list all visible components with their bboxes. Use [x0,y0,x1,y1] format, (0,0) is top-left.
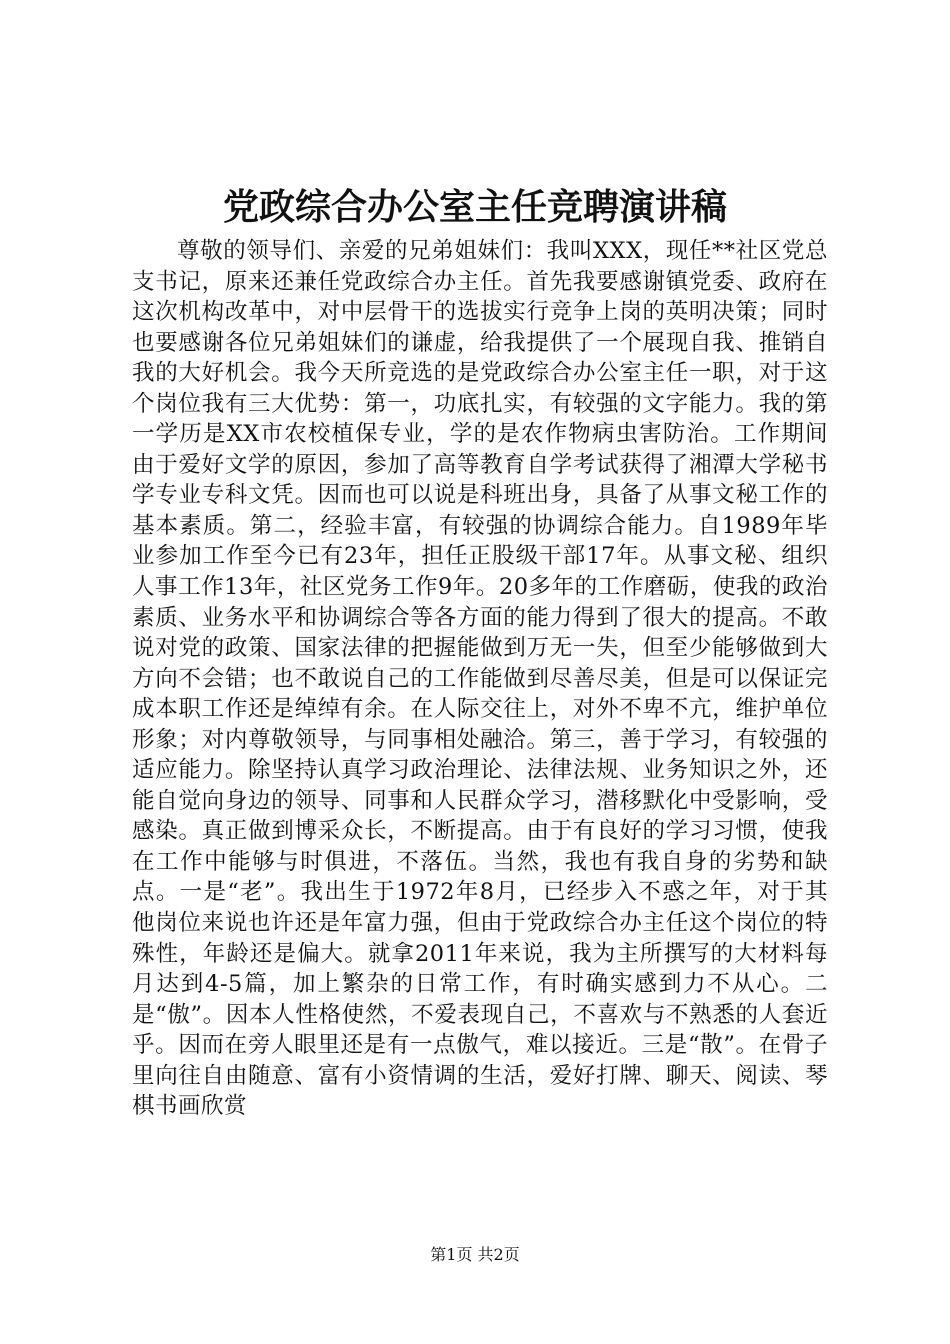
document-body: 尊敬的领导们、亲爱的兄弟姐妹们：我叫XXX，现任**社区党总支书记，原来还兼任党政综合办主任。首先我要感谢镇党委、政府在这次机构改革中，对中层骨干的选拔实行竞争上岗的英明决策；同时也要感谢各位兄弟姐妹们的谦虚，给我提供了一个展现自我、推销自我的大好机会。我今天所竞选的是党政综合办公室主任一职，对于这个岗位我有三大优势：第一，功底扎实，有较强的文字能力。我的第一学历是XX市农校植保专业，学的是农作物病虫害防治。工作期间由于爱好文学的原因，参加了高等教育自学考试获得了湘潭大学秘书学专业专科文凭。因而也可以说是科班出身，具备了从事文秘工作的基本素质。第二，经验丰富，有较强的协调综合能力。自1989年毕业参加工作至今已有23年，担任正股级干部17年。从事文秘、组织人事工作13年，社区党务工作9年。20多年的工作磨砺，使我的政治素质、业务水平和协调综合等各方面的能力得到了很大的提高。不敢说对党的政策、国家法律的把握能做到万无一失，但至少能够做到大方向不会错；也不敢说自己的工作能做到尽善尽美，但是可以保证完成本职工作还是绰绰有余。在人际交往上，对外不卑不亢，维护单位形象；对内尊敬领导，与同事相处融洽。第三，善于学习，有较强的适应能力。除坚持认真学习政治理论、法律法规、业务知识之外，还能自觉向身边的领导、同事和人民群众学习，潜移默化中受影响，受感染。真正做到博采众长，不断提高。由于有良好的学习习惯，使我在工作中能够与时俱进，不落伍。当然，我也有我自身的劣势和缺点。一是“老”。我出生于1972年8月，已经步入不惑之年，对于其他岗位来说也许还是年富力强，但由于党政综合办主任这个岗位的特殊性，年龄还是偏大。就拿2011年来说，我为主所撰写的大材料每月达到4-5篇，加上繁杂的日常工作，有时确实感到力不从心。二是“傲”。因本人性格使然，不爱表现自己，不喜欢与不熟悉的人套近乎。因而在旁人眼里还是有一点傲气，难以接近。三是“散”。在骨子里向往自由随意、富有小资情调的生活，爱好打牌、聊天、阅读、琴棋书画欣赏 [132,238,828,1120]
document-title: 党政综合办公室主任竞聘演讲稿 [222,186,727,228]
page-footer: 第1页 共2页 [430,1245,520,1264]
